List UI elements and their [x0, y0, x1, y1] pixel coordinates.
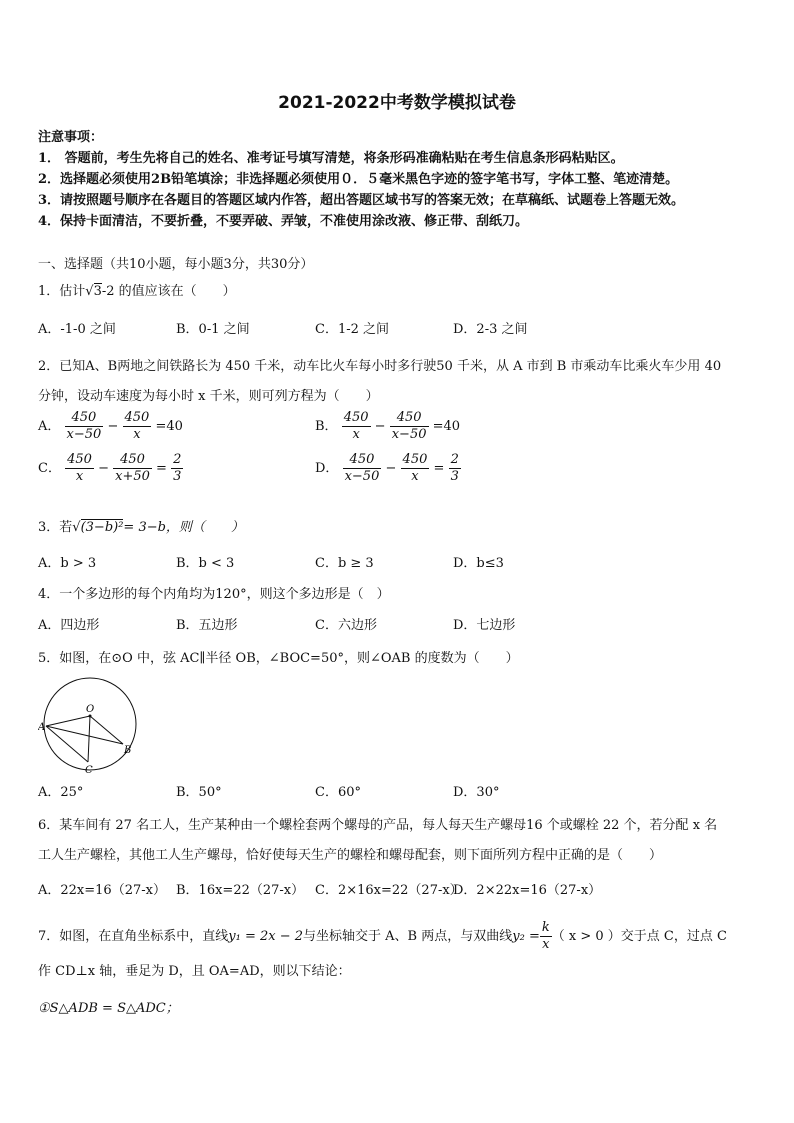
- q6-option-b[interactable]: B．16x=22（27-x）: [176, 883, 305, 898]
- denominator: 3: [450, 469, 459, 484]
- q3-radicand: (3−b)²: [80, 520, 124, 535]
- segment-oc: [88, 716, 90, 762]
- fraction: [342, 410, 371, 443]
- circle-figure: [38, 674, 148, 779]
- q1-option-b[interactable]: B．0-1 之间: [176, 322, 250, 337]
- q7-text: （ x > 0 ）交于点 C，过点 C: [551, 929, 727, 944]
- denominator: x−50: [391, 427, 427, 442]
- segment-ao: [46, 716, 90, 726]
- q2-option-b[interactable]: [315, 410, 460, 443]
- sqrt-sign: √: [72, 520, 81, 535]
- notice-heading: 注意事项：: [38, 130, 104, 145]
- equals: =: [156, 461, 167, 476]
- numerator: 450: [343, 410, 369, 425]
- q7-text: 7．如图，在直角坐标系中，直线: [38, 929, 229, 944]
- q7-curve-equation: y₂ =: [512, 929, 540, 944]
- section-heading: 一、选择题（共10小题，每小题3分，共30分）: [38, 257, 314, 272]
- numerator: 2: [173, 452, 182, 467]
- question-7-stem: 作 CD⊥x 轴，垂足为 D，且 OA=AD，则以下结论：: [38, 964, 351, 979]
- denominator: x: [75, 469, 84, 484]
- page-title: 2021-2022中考数学模拟试卷: [278, 93, 516, 113]
- denominator: x: [411, 469, 419, 484]
- q1-option-c[interactable]: C．1-2 之间: [315, 322, 390, 337]
- q3-text: 3．若: [38, 520, 73, 535]
- q5-option-a[interactable]: A．25°: [38, 785, 84, 800]
- q6-option-a[interactable]: A．22x=16（27-x）: [38, 883, 166, 898]
- segment-ab: [46, 726, 123, 744]
- operator: −: [98, 461, 109, 476]
- operator: −: [374, 419, 386, 434]
- numerator: 450: [390, 410, 429, 427]
- fraction: [65, 410, 104, 443]
- q1-text: -2 的值应该在（ ）: [101, 284, 236, 299]
- q6-option-d[interactable]: D．2×22x=16（27-x）: [453, 883, 602, 898]
- numerator: 450: [67, 452, 92, 467]
- q5-option-d[interactable]: D．30°: [453, 785, 500, 800]
- question-2-stem: 2．已知A、B两地之间铁路长为 450 千米，动车比火车每小时多行驶50 千米，从 A 市到 B 市乘动车比乘火车少用 40: [38, 359, 722, 374]
- label-c: C: [85, 765, 93, 776]
- question-6-stem: 工人生产螺栓，其他工人生产螺母，恰好使每天生产的螺栓和螺母配套，则下面所列方程中正确的是（ ）: [38, 848, 663, 863]
- option-label: C．: [38, 461, 61, 476]
- numerator: k: [541, 920, 550, 935]
- q1-option-a[interactable]: A．-1-0 之间: [38, 322, 116, 337]
- fraction: [65, 452, 94, 485]
- label-b: B: [124, 745, 132, 756]
- q2-option-c[interactable]: [38, 452, 183, 485]
- q3-option-b[interactable]: B．b < 3: [176, 556, 235, 571]
- q2-option-a[interactable]: [38, 410, 183, 443]
- question-7-stem: [38, 920, 727, 953]
- sqrt-sign: √: [85, 284, 94, 299]
- fraction: [401, 452, 430, 485]
- operator: −: [385, 461, 397, 476]
- denominator: 3: [173, 469, 182, 484]
- fraction: [343, 452, 382, 485]
- label-a: A: [38, 722, 46, 733]
- equals: =40: [432, 419, 461, 434]
- q4-option-d[interactable]: D．七边形: [453, 618, 516, 633]
- notice-item: 4．保持卡面清洁，不要折叠，不要弄破、弄皱，不准使用涂改液、修正带、刮纸刀。: [38, 214, 529, 229]
- q4-option-b[interactable]: B．五边形: [176, 618, 238, 633]
- q3-text: = 3−b，则（ ）: [123, 520, 244, 535]
- equals: =: [433, 461, 445, 476]
- operator: −: [107, 419, 119, 434]
- fraction: [113, 452, 152, 485]
- notice-item: 1． 答题前，考生先将自己的姓名、准考证号填写清楚，将条形码准确粘贴在考生信息条形码粘贴区。: [38, 151, 624, 166]
- q5-option-b[interactable]: B．50°: [176, 785, 222, 800]
- denominator: x+50: [115, 469, 150, 484]
- label-o: O: [86, 704, 95, 715]
- numerator: 450: [343, 452, 382, 469]
- question-3-stem: [38, 516, 244, 535]
- q1-option-d[interactable]: D．2-3 之间: [453, 322, 528, 337]
- question-1-stem: [38, 280, 236, 299]
- q7-line-equation: y₁ = 2x − 2: [228, 929, 304, 944]
- notice-item: 3．请按照题号顺序在各题目的答题区域内作答，超出答题区域书写的答案无效；在草稿纸、试题卷上答题无效。: [38, 193, 685, 208]
- denominator: x−50: [66, 427, 102, 442]
- notice-item: 2．选择题必须使用2B铅笔填涂；非选择题必须使用０．５毫米黑色字迹的签字笔书写，字体工整、笔迹清楚。: [38, 172, 679, 187]
- fraction: [449, 452, 461, 485]
- denominator: x: [542, 937, 550, 952]
- q1-radicand: 3: [93, 284, 102, 299]
- q4-option-a[interactable]: A．四边形: [38, 618, 100, 633]
- q1-text: 1．估计: [38, 284, 86, 299]
- question-6-stem: 6．某车间有 27 名工人，生产某种由一个螺栓套两个螺母的产品，每人每天生产螺母16 个或螺栓 22 个，若分配 x 名: [38, 818, 718, 833]
- option-label: A．: [38, 419, 61, 434]
- q3-option-a[interactable]: A．b > 3: [38, 556, 97, 571]
- numerator: 450: [65, 410, 104, 427]
- numerator: 450: [113, 452, 152, 469]
- q3-option-d[interactable]: D．b≤3: [453, 556, 504, 571]
- question-5-stem: 5．如图，在⊙O 中，弦 AC∥半径 OB，∠BOC=50°，则∠OAB 的度数为（ ）: [38, 651, 519, 666]
- question-2-stem: 分钟，设动车速度为每小时 x 千米，则可列方程为（ ）: [38, 389, 379, 404]
- equals: =40: [155, 419, 183, 434]
- fraction: [540, 920, 552, 953]
- q7-conclusion-1: ①S△ADB = S△ADC；: [38, 1001, 179, 1016]
- numerator: 450: [124, 410, 150, 425]
- denominator: x: [352, 427, 360, 442]
- fraction: [390, 410, 429, 443]
- q6-option-c[interactable]: C．2×16x=22（27-x）: [315, 883, 463, 898]
- q3-option-c[interactable]: C．b ≥ 3: [315, 556, 374, 571]
- option-label: D．: [315, 461, 339, 476]
- option-label: B．: [315, 419, 338, 434]
- q5-option-c[interactable]: C．60°: [315, 785, 361, 800]
- q2-option-d[interactable]: [315, 452, 461, 485]
- numerator: 2: [450, 452, 459, 467]
- denominator: x: [133, 427, 141, 442]
- fraction: [123, 410, 152, 443]
- fraction: [171, 452, 183, 485]
- numerator: 450: [402, 452, 428, 467]
- q7-text: 与坐标轴交于 A、B 两点，与双曲线: [303, 929, 513, 944]
- q4-option-c[interactable]: C．六边形: [315, 618, 377, 633]
- question-4-stem: 4．一个多边形的每个内角均为120°，则这个多边形是（ ）: [38, 587, 390, 602]
- denominator: x−50: [344, 469, 380, 484]
